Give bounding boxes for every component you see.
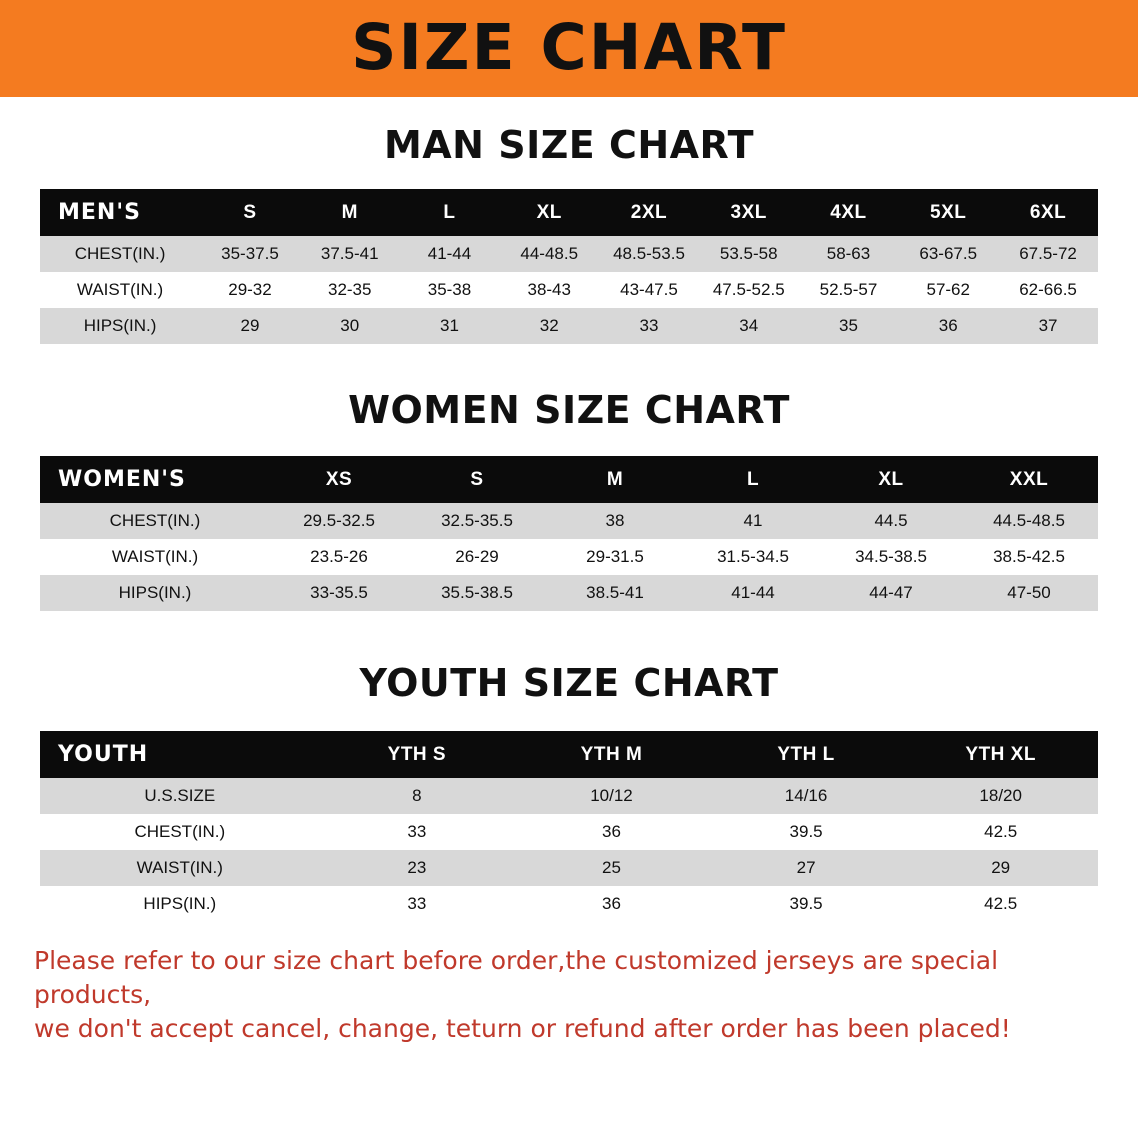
- table-cell: 23: [320, 850, 515, 886]
- table-cell: 35-37.5: [200, 236, 300, 272]
- man-size-table: [40, 189, 1098, 344]
- column-header: 4XL: [799, 189, 899, 236]
- table-cell: 41: [684, 503, 822, 539]
- table-header-row: [40, 731, 1098, 778]
- table-cell: 23.5-26: [270, 539, 408, 575]
- column-header: 6XL: [998, 189, 1098, 236]
- row-label: U.S.SIZE: [40, 778, 320, 814]
- women-table-body: [40, 503, 1098, 611]
- youth-table-wrap: [40, 731, 1098, 922]
- table-row: [40, 308, 1098, 344]
- table-row: [40, 850, 1098, 886]
- table-cell: 34.5-38.5: [822, 539, 960, 575]
- table-cell: 53.5-58: [699, 236, 799, 272]
- youth-section-heading: YOUTH SIZE CHART: [359, 661, 779, 705]
- table-cell: 67.5-72: [998, 236, 1098, 272]
- row-label: WAIST(IN.): [40, 539, 270, 575]
- column-header: 3XL: [699, 189, 799, 236]
- column-header: 5XL: [898, 189, 998, 236]
- column-header: S: [408, 456, 546, 503]
- column-header: 2XL: [599, 189, 699, 236]
- table-cell: 27: [709, 850, 904, 886]
- row-label: CHEST(IN.): [40, 236, 200, 272]
- table-cell: 38: [546, 503, 684, 539]
- women-row-head: WOMEN'S: [40, 456, 270, 503]
- table-row: [40, 778, 1098, 814]
- table-header-row: [40, 189, 1098, 236]
- table-cell: 31.5-34.5: [684, 539, 822, 575]
- youth-table-body: [40, 778, 1098, 922]
- table-cell: 14/16: [709, 778, 904, 814]
- policy-note-line-1: Please refer to our size chart before order,the customized jerseys are special products,: [34, 946, 999, 1009]
- table-cell: 58-63: [799, 236, 899, 272]
- table-row: [40, 886, 1098, 922]
- table-cell: 8: [320, 778, 515, 814]
- table-cell: 41-44: [400, 236, 500, 272]
- table-cell: 39.5: [709, 814, 904, 850]
- column-header: L: [684, 456, 822, 503]
- man-section-heading: MAN SIZE CHART: [383, 123, 755, 167]
- table-cell: 43-47.5: [599, 272, 699, 308]
- table-cell: 63-67.5: [898, 236, 998, 272]
- policy-note-line-2: we don't accept cancel, change, teturn or refund after order has been placed!: [34, 1013, 1011, 1043]
- column-header: S: [200, 189, 300, 236]
- table-cell: 38.5-41: [546, 575, 684, 611]
- table-cell: 29: [903, 850, 1098, 886]
- table-cell: 29-31.5: [546, 539, 684, 575]
- row-label: WAIST(IN.): [40, 850, 320, 886]
- table-row: [40, 814, 1098, 850]
- table-cell: 29: [200, 308, 300, 344]
- table-cell: 31: [400, 308, 500, 344]
- table-cell: 37: [998, 308, 1098, 344]
- table-cell: 32.5-35.5: [408, 503, 546, 539]
- table-cell: 35: [799, 308, 899, 344]
- table-cell: 44.5: [822, 503, 960, 539]
- table-cell: 36: [898, 308, 998, 344]
- table-cell: 34: [699, 308, 799, 344]
- column-header: XL: [499, 189, 599, 236]
- table-cell: 29.5-32.5: [270, 503, 408, 539]
- table-cell: 52.5-57: [799, 272, 899, 308]
- women-table-wrap: [40, 456, 1098, 611]
- policy-note: [34, 944, 1104, 1045]
- table-cell: 42.5: [903, 886, 1098, 922]
- row-label: HIPS(IN.): [40, 308, 200, 344]
- table-cell: 44.5-48.5: [960, 503, 1098, 539]
- table-cell: 36: [514, 814, 709, 850]
- table-cell: 41-44: [684, 575, 822, 611]
- table-cell: 30: [300, 308, 400, 344]
- table-cell: 39.5: [709, 886, 904, 922]
- table-cell: 29-32: [200, 272, 300, 308]
- women-table-header: [40, 456, 1098, 503]
- youth-row-head: YOUTH: [40, 731, 320, 778]
- table-cell: 48.5-53.5: [599, 236, 699, 272]
- women-section-heading: WOMEN SIZE CHART: [348, 388, 790, 432]
- table-cell: 47-50: [960, 575, 1098, 611]
- man-table-header: [40, 189, 1098, 236]
- column-header: L: [400, 189, 500, 236]
- row-label: HIPS(IN.): [40, 575, 270, 611]
- table-cell: 33: [320, 886, 515, 922]
- column-header: XXL: [960, 456, 1098, 503]
- column-header: M: [546, 456, 684, 503]
- table-cell: 36: [514, 886, 709, 922]
- table-row: [40, 272, 1098, 308]
- youth-table-header: [40, 731, 1098, 778]
- table-header-row: [40, 456, 1098, 503]
- table-cell: 25: [514, 850, 709, 886]
- column-header: YTH L: [709, 731, 904, 778]
- table-cell: 37.5-41: [300, 236, 400, 272]
- row-label: HIPS(IN.): [40, 886, 320, 922]
- table-cell: 33-35.5: [270, 575, 408, 611]
- man-table-wrap: [40, 189, 1098, 344]
- table-row: [40, 539, 1098, 575]
- table-row: [40, 575, 1098, 611]
- table-cell: 44-48.5: [499, 236, 599, 272]
- table-cell: 10/12: [514, 778, 709, 814]
- table-row: [40, 236, 1098, 272]
- column-header: YTH XL: [903, 731, 1098, 778]
- table-cell: 33: [320, 814, 515, 850]
- table-cell: 18/20: [903, 778, 1098, 814]
- women-size-table: [40, 456, 1098, 611]
- column-header: XL: [822, 456, 960, 503]
- table-cell: 47.5-52.5: [699, 272, 799, 308]
- man-table-body: [40, 236, 1098, 344]
- table-cell: 35.5-38.5: [408, 575, 546, 611]
- page-banner: [0, 0, 1138, 97]
- table-cell: 38-43: [499, 272, 599, 308]
- column-header: XS: [270, 456, 408, 503]
- table-cell: 44-47: [822, 575, 960, 611]
- table-cell: 32-35: [300, 272, 400, 308]
- column-header: M: [300, 189, 400, 236]
- table-cell: 33: [599, 308, 699, 344]
- row-label: CHEST(IN.): [40, 503, 270, 539]
- table-cell: 26-29: [408, 539, 546, 575]
- youth-size-table: [40, 731, 1098, 922]
- column-header: YTH M: [514, 731, 709, 778]
- table-cell: 62-66.5: [998, 272, 1098, 308]
- table-cell: 42.5: [903, 814, 1098, 850]
- table-cell: 57-62: [898, 272, 998, 308]
- table-cell: 35-38: [400, 272, 500, 308]
- table-row: [40, 503, 1098, 539]
- man-row-head: MEN'S: [40, 189, 200, 236]
- column-header: YTH S: [320, 731, 515, 778]
- table-cell: 38.5-42.5: [960, 539, 1098, 575]
- row-label: WAIST(IN.): [40, 272, 200, 308]
- row-label: CHEST(IN.): [40, 814, 320, 850]
- table-cell: 32: [499, 308, 599, 344]
- page-title: SIZE CHART: [351, 11, 787, 84]
